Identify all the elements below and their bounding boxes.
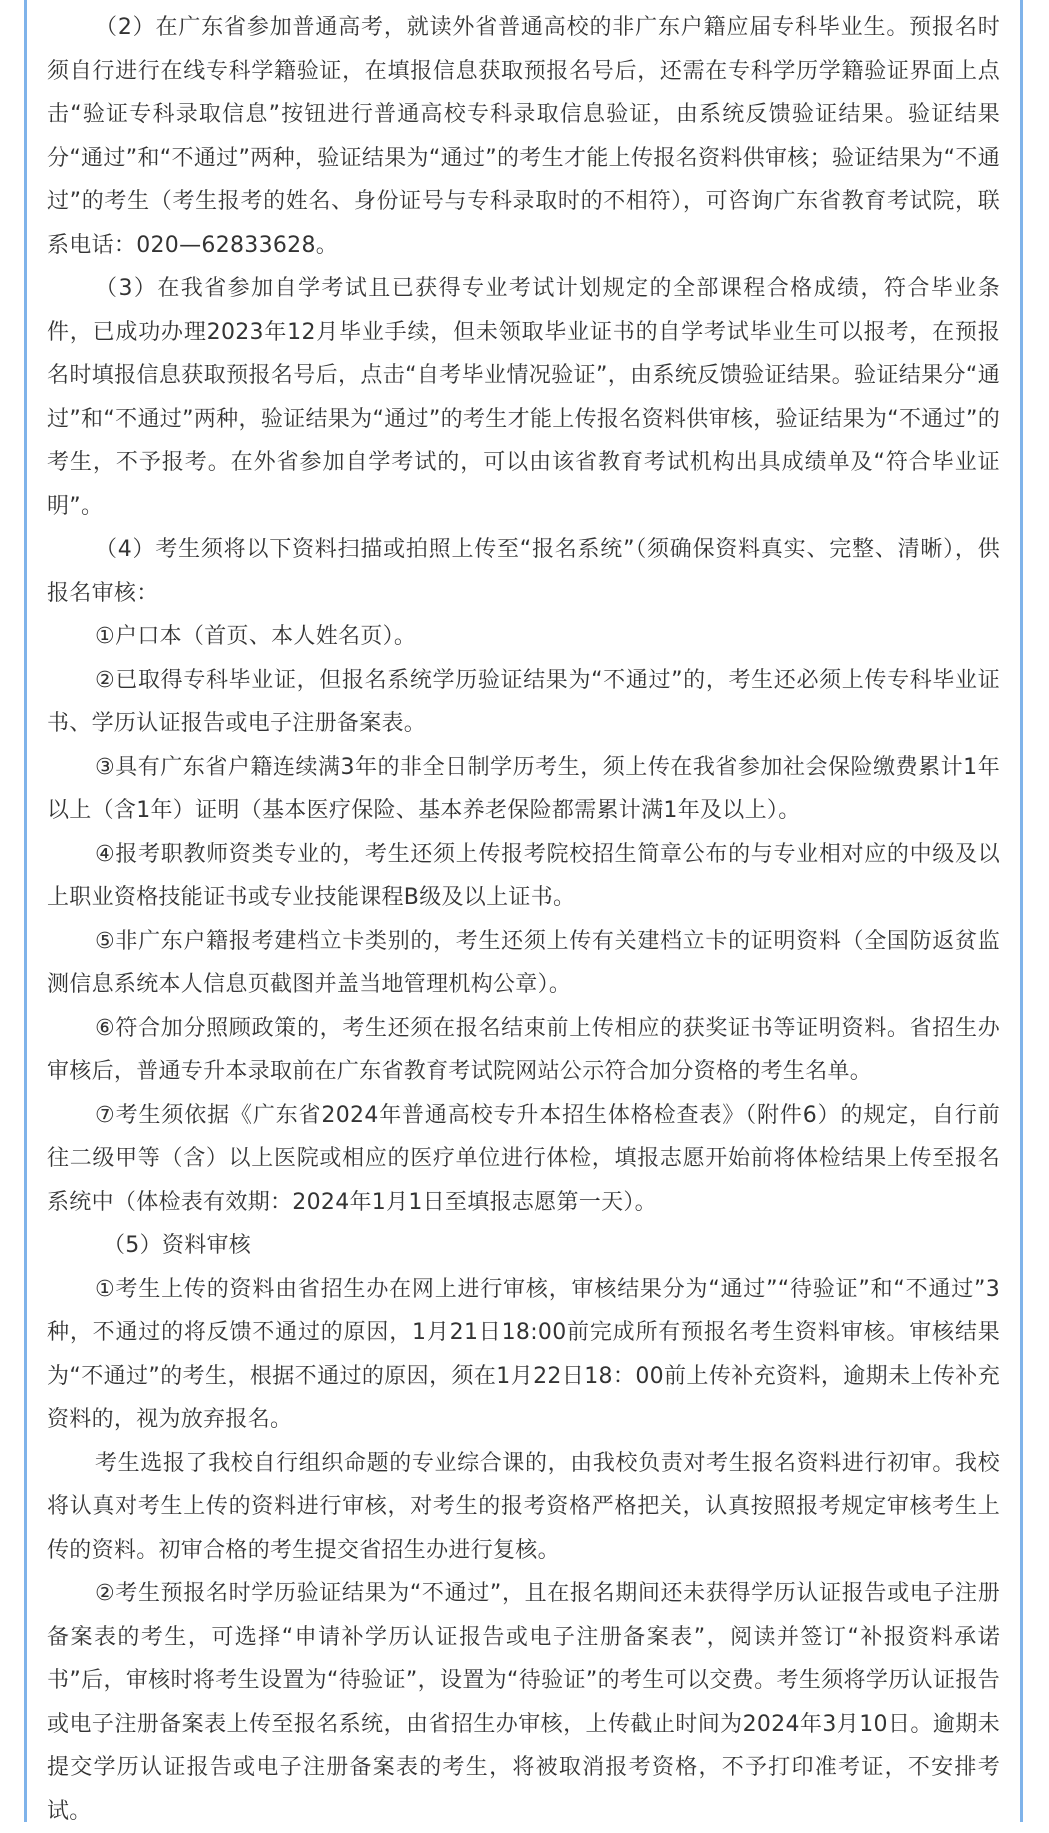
paragraph-material-1: ①户口本（首页、本人姓名页）。 (95, 624, 417, 649)
paragraph-item-4: （4）考生须将以下资料扫描或拍照上传至“报名系统”（须确保资料真实、完整、清晰），供报名审核： (47, 537, 1000, 606)
paragraph-material-7: ⑦考生须依据《广东省2024年普通高校专升本招生体格检查表》（附件6）的规定，自行前往二级甲等（含）以上医院或相应的医疗单位进行体检，填报志愿开始前将体检结果上传至报名系统中（体检表有效期：2024年1月1日至填报志愿第一天）。 (47, 1102, 1000, 1215)
paragraph-material-6: ⑥符合加分照顾政策的，考生还须在报名结束前上传相应的获奖证书等证明资料。省招生办审核后，普通专升本录取前在广东省教育考试院网站公示符合加分资格的考生名单。 (47, 1015, 1000, 1084)
paragraph-material-2: ②已取得专科毕业证，但报名系统学历验证结果为“不通过”的，考生还必须上传专科毕业证书、学历认证报告或电子注册备案表。 (47, 667, 1000, 736)
paragraph-review-2: ②考生预报名时学历验证结果为“不通过”，且在报名期间还未获得学历认证报告或电子注册备案表的考生，可选择“申请补学历认证报告或电子注册备案表”，阅读并签订“补报资料承诺书”后，审核时将考生设置为“待验证”，设置为“待验证”的考生可以交费。考生须将学历认证报告或电子注册备案表上传至报名系统，由省招生办审核，上传截止时间为2024年3月10日。逾期未提交学历认证报告或电子注册备案表的考生，将被取消报考资格，不予打印准考证，不安排考试。 (47, 1581, 1000, 1824)
paragraph-material-3: ③具有广东省户籍连续满3年的非全日制学历考生，须上传在我省参加社会保险缴费累计1年以上（含1年）证明（基本医疗保险、基本养老保险都需累计满1年及以上）。 (47, 754, 1000, 823)
paragraph-school-review: 考生选报了我校自行组织命题的专业综合课的，由我校负责对考生报名资料进行初审。我校将认真对考生上传的资料进行审核，对考生的报考资格严格把关，认真按照报考规定审核考生上传的资料。初审合格的考生提交省招生办进行复核。 (47, 1450, 1000, 1563)
article-body (47, 6, 1000, 1833)
section-heading-review: （5）资料审核 (103, 1233, 252, 1258)
paragraph-review-1: ①考生上传的资料由省招生办在网上进行审核，审核结果分为“通过”“待验证”和“不通过”3种，不通过的将反馈不通过的原因，1月21日18:00前完成所有预报名考生资料审核。审核结果为“不通过”的考生，根据不通过的原因，须在1月22日18：00前上传补充资料，逾期未上传补充资料的，视为放弃报名。 (47, 1276, 1000, 1432)
paragraph-material-5: ⑤非广东户籍报考建档立卡类别的，考生还须上传有关建档立卡的证明资料（全国防返贫监测信息系统本人信息页截图并盖当地管理机构公章）。 (47, 928, 1000, 997)
paragraph-material-4: ④报考职教师资类专业的，考生还须上传报考院校招生简章公布的与专业相对应的中级及以上职业资格技能证书或专业技能课程B级及以上证书。 (47, 841, 1000, 910)
paragraph-item-2: （2）在广东省参加普通高考，就读外省普通高校的非广东户籍应届专科毕业生。预报名时须自行进行在线专科学籍验证，在填报信息获取预报名号后，还需在专科学历学籍验证界面上点击“验证专科录取信息”按钮进行普通高校专科录取信息验证，由系统反馈验证结果。验证结果分“通过”和“不通过”两种，验证结果为“通过”的考生才能上传报名资料供审核；验证结果为“不通过”的考生（考生报考的姓名、身份证号与专科录取时的不相符），可咨询广东省教育考试院，联系电话：020—62833628。 (47, 15, 1000, 258)
paragraph-item-3: （3）在我省参加自学考试且已获得专业考试计划规定的全部课程合格成绩，符合毕业条件，已成功办理2023年12月毕业手续，但未领取毕业证书的自学考试毕业生可以报考，在预报名时填报信息获取预报名号后，点击“自考毕业情况验证”，由系统反馈验证结果。验证结果分“通过”和“不通过”两种，验证结果为“通过”的考生才能上传报名资料供审核，验证结果为“不通过”的考生，不予报考。在外省参加自学考试的，可以由该省教育考试机构出具成绩单及“符合毕业证明”。 (47, 276, 1000, 519)
